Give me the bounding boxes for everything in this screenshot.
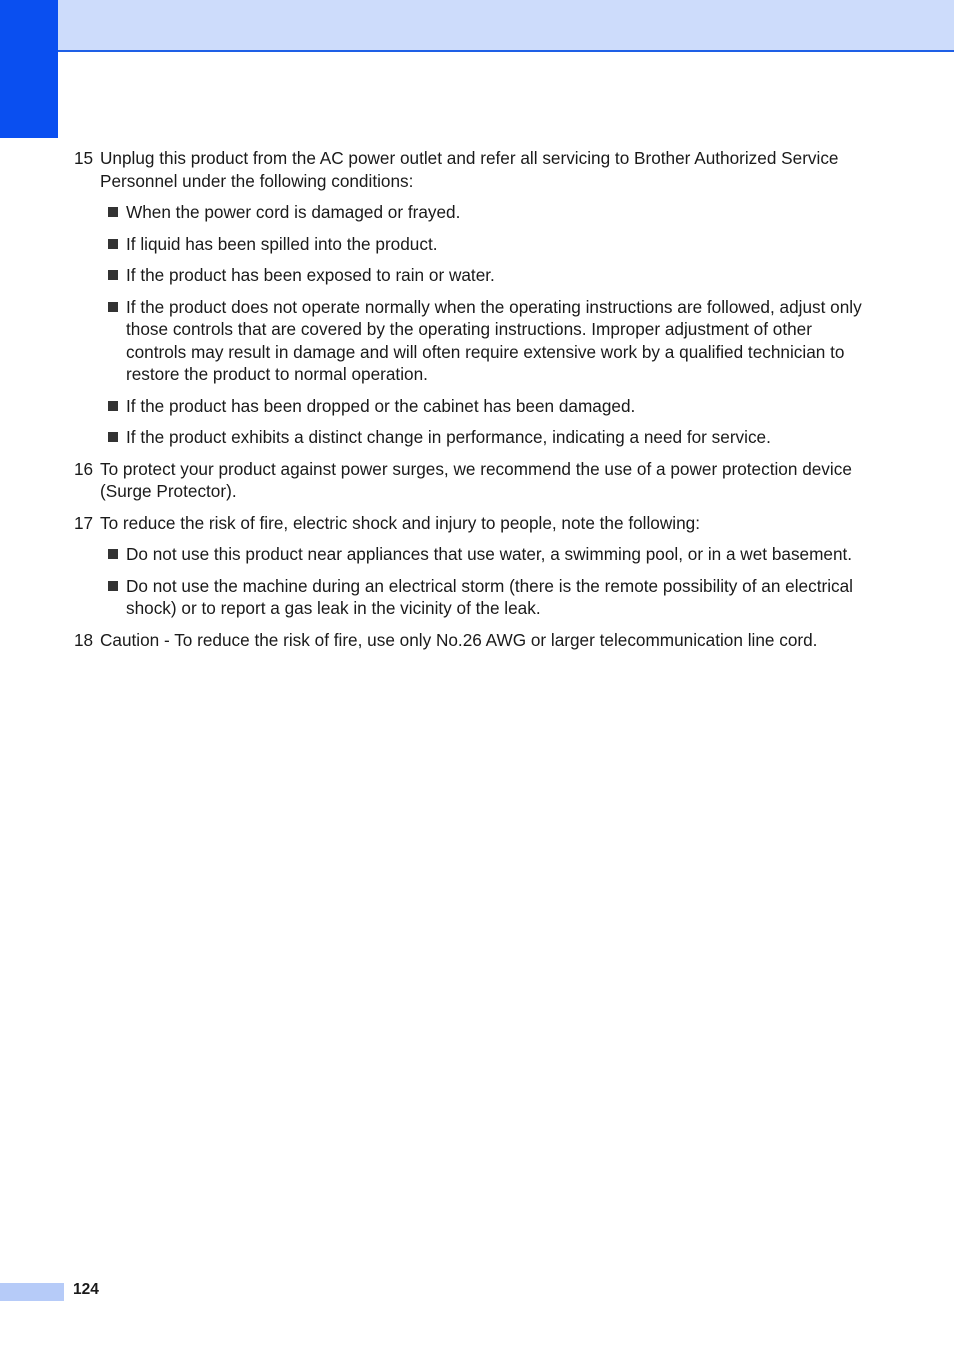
square-bullet-icon	[108, 581, 118, 591]
square-bullet-icon	[108, 432, 118, 442]
bullet-text: When the power cord is damaged or frayed.	[126, 202, 461, 222]
square-bullet-icon	[108, 401, 118, 411]
item-number: 17	[74, 512, 94, 533]
list-item	[100, 296, 874, 386]
bullet-list	[100, 543, 874, 620]
item-number: 16	[74, 458, 94, 479]
list-item	[100, 201, 874, 224]
bullet-text: If liquid has been spilled into the product.	[126, 233, 438, 254]
bullet-text: If the product has been exposed to rain or water.	[126, 265, 495, 285]
instruction-item-18	[74, 629, 874, 652]
instruction-item-17	[74, 512, 874, 620]
list-item	[100, 395, 874, 418]
square-bullet-icon	[108, 207, 118, 217]
item-text: To protect your product against power surges, we recommend the use of a power protection device (Surge Protector).	[100, 458, 852, 501]
instruction-item-15	[74, 147, 874, 449]
item-text: To reduce the risk of fire, electric shock and injury to people, note the following:	[100, 512, 700, 533]
list-item	[100, 543, 874, 566]
square-bullet-icon	[108, 239, 118, 249]
square-bullet-icon	[108, 270, 118, 280]
safety-instructions	[74, 147, 874, 660]
footer-bar	[0, 1283, 64, 1301]
instruction-item-16	[74, 458, 874, 503]
square-bullet-icon	[108, 302, 118, 312]
item-text: Unplug this product from the AC power outlet and refer all servicing to Brother Authorized Service Personnel under the following conditions:	[100, 148, 839, 191]
item-number: 15	[74, 148, 94, 168]
item-text: Caution - To reduce the risk of fire, use only No.26 AWG or larger telecommunication line cord.	[100, 629, 818, 650]
chapter-tab	[0, 0, 58, 138]
bullet-list	[100, 201, 874, 449]
list-item	[100, 575, 874, 620]
bullet-text: If the product does not operate normally when the operating instructions are followed, adjust only those controls that are covered by the operating instructions. Improper adjustment of other controls may result in damage and will often require extensive work by a qualified technician to restore the product to normal operation.	[126, 296, 862, 384]
bullet-text: Do not use this product near appliances that use water, a swimming pool, or in a wet basement.	[126, 544, 853, 564]
bullet-text: If the product exhibits a distinct change in performance, indicating a need for service.	[126, 427, 771, 447]
list-item	[100, 264, 874, 287]
square-bullet-icon	[108, 549, 118, 559]
bullet-text: Do not use the machine during an electrical storm (there is the remote possibility of an electrical shock) or to report a gas leak in the vicinity of the leak.	[126, 575, 853, 618]
list-item	[100, 233, 874, 256]
page-number: 124	[73, 1281, 99, 1298]
item-number: 18	[74, 629, 94, 650]
header-band	[0, 0, 954, 52]
bullet-text: If the product has been dropped or the cabinet has been damaged.	[126, 395, 636, 416]
list-item	[100, 426, 874, 449]
